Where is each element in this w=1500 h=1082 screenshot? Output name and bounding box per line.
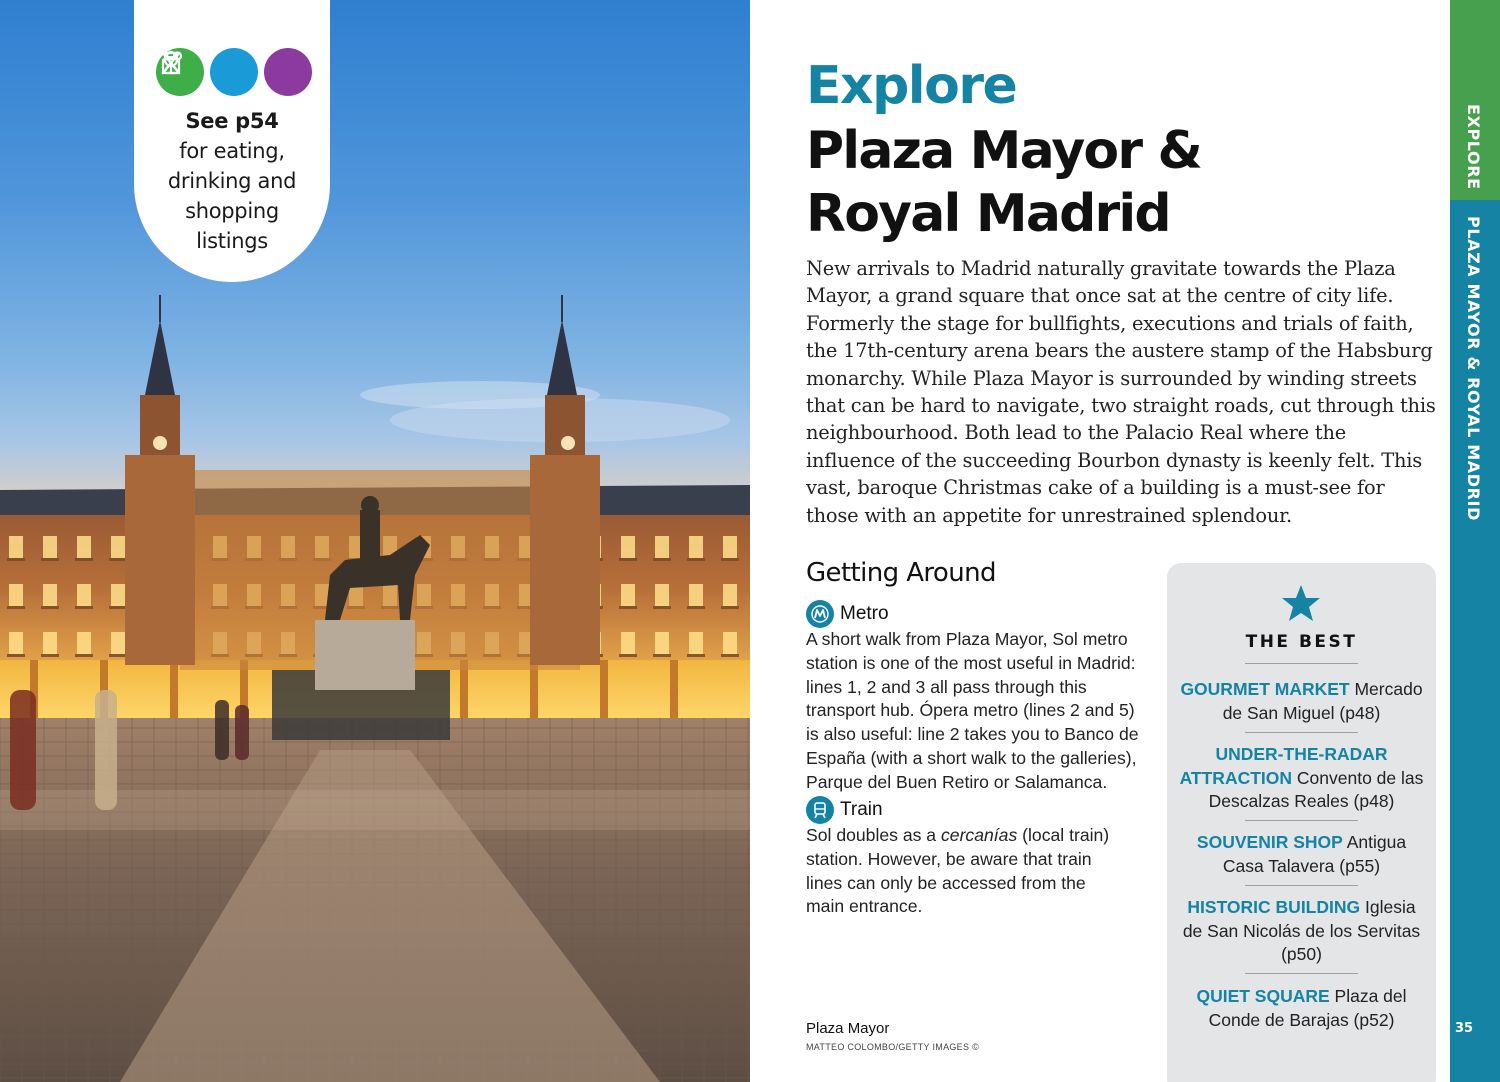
photo-caption: Plaza Mayor <box>806 1020 890 1037</box>
chapter-title-line-1: Plaza Mayor & <box>806 121 1202 181</box>
best-item-text: Mercado de San Miguel (p48) <box>1222 679 1423 723</box>
train-text-term: cercanías <box>940 825 1018 845</box>
train-text-end: (local train) station. However, be aware that train lines can only be accessed from the main entrance. <box>806 825 1110 917</box>
section-tab-explore[interactable] <box>1450 0 1500 200</box>
best-item-category: GOURMET MARKET <box>1180 679 1350 699</box>
divider <box>1245 973 1358 974</box>
divider <box>1245 732 1358 733</box>
listings-line-3: shopping <box>185 199 279 223</box>
chapter-title-line-2: Royal Madrid <box>806 184 1170 244</box>
star-icon <box>1281 583 1321 623</box>
best-item-text: Iglesia de San Nicolás de los Servitas (p50) <box>1182 897 1421 964</box>
metro-label: Metro <box>840 603 889 625</box>
photo-credit: MATTEO COLOMBO/GETTY IMAGES © <box>806 1042 980 1052</box>
section-tab-label: EXPLORE <box>1464 104 1483 190</box>
wine-glass-icon <box>210 48 258 96</box>
train-heading <box>806 796 1146 824</box>
listings-line-4: listings <box>196 229 268 253</box>
best-item-under-the-radar[interactable] <box>1177 743 1426 814</box>
metro-text: A short walk from Plaza Mayor, Sol metro station is one of the most useful in Madrid: lines 1, 2 and 3 all pass through this transport hub. Ópera metro (lines 2 and 5) is also useful: line 2 takes you to Banco de España (with a short walk to the galleries), Parque del Buen Retiro or Salamanca. <box>806 629 1139 792</box>
best-item-category: SOUVENIR SHOP <box>1196 832 1343 852</box>
best-item-category: UNDER-THE-RADAR ATTRACTION <box>1179 744 1388 788</box>
divider <box>1245 663 1358 664</box>
train-text-start: Sol doubles as a <box>806 825 941 845</box>
listings-line-1: for eating, <box>179 139 285 163</box>
chapter-tab[interactable] <box>1450 200 1500 1082</box>
explore-kicker: Explore <box>806 56 1017 116</box>
divider <box>1245 885 1358 886</box>
getting-around-heading: Getting Around <box>806 558 996 588</box>
best-item-text: Plaza del Conde de Barajas (p52) <box>1208 986 1407 1030</box>
listings-line-2: drinking and <box>167 169 297 193</box>
best-item-category: QUIET SQUARE <box>1196 986 1330 1006</box>
the-best-box <box>1167 563 1436 1082</box>
listing-icons <box>156 48 312 96</box>
best-item-quiet-square[interactable] <box>1177 985 1426 1032</box>
listings-reference <box>134 106 330 256</box>
metro-section <box>806 600 1146 795</box>
best-item-text: Convento de las Descalzas Reales (p48) <box>1208 767 1424 811</box>
train-text <box>806 824 1126 919</box>
best-item-gourmet-market[interactable] <box>1177 678 1426 725</box>
chapter-tab-label: PLAZA MAYOR & ROYAL MADRID <box>1464 216 1483 521</box>
train-icon <box>806 796 834 824</box>
divider <box>1245 820 1358 821</box>
page-number: 35 <box>1454 1021 1474 1036</box>
intro-paragraph: New arrivals to Madrid naturally gravitate towards the Plaza Mayor, a grand square that once sat at the centre of city life. Formerly the stage for bullfights, executions and trials of faith, the 17th-century arena bears the austere stamp of the Habsburg monarchy. While Plaza Mayor is surrounded by winding streets that can be hard to navigate, two straight roads, cut through this neighbourhood. Both lead to the Palacio Real where the influence of the succeeding Bourbon dynasty is keenly felt. This vast, baroque Christmas cake of a building is a must-see for those with an appetite for unrestrained splendour. <box>806 257 1436 527</box>
train-section <box>806 796 1146 919</box>
see-page-ref[interactable]: See p54 <box>185 109 279 133</box>
metro-icon <box>806 600 834 628</box>
chapter-title <box>806 120 1426 246</box>
train-label: Train <box>840 799 883 821</box>
best-item-category: HISTORIC BUILDING <box>1187 897 1361 917</box>
shopping-bag-icon <box>264 48 312 96</box>
the-best-heading: THE BEST <box>1245 632 1358 652</box>
best-item-souvenir-shop[interactable] <box>1177 831 1426 878</box>
see-listings-callout <box>134 0 330 282</box>
metro-heading <box>806 600 1146 628</box>
best-item-historic-building[interactable] <box>1177 896 1426 967</box>
best-item-text: Antigua Casa Talavera (p55) <box>1222 832 1407 876</box>
